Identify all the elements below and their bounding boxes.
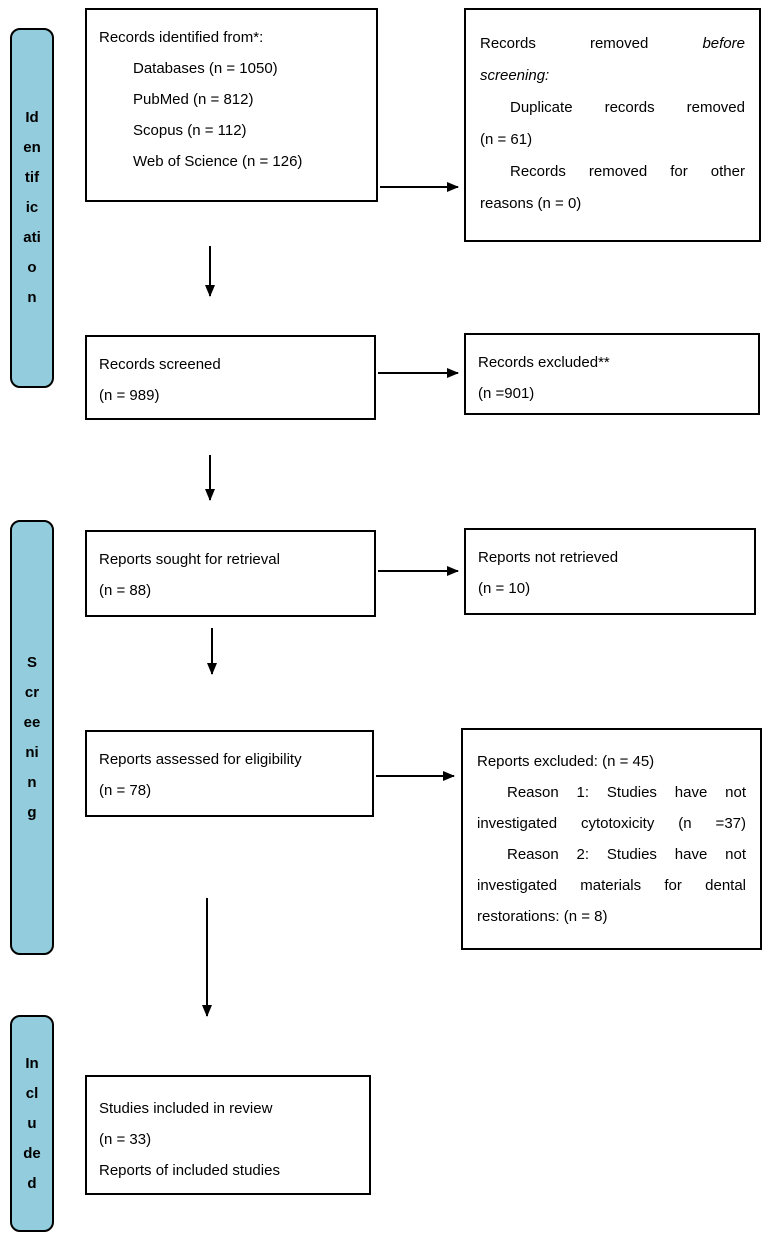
studies-included-line: Reports of included studies: [99, 1162, 280, 1179]
stage-identification-line: ati: [23, 229, 41, 246]
stage-screening-line: ni: [25, 743, 39, 761]
records-identified-title: Records identified from*:: [99, 29, 264, 46]
reports-sought-line: Reports sought for retrieval: [99, 551, 280, 568]
stage-identification-line: tif: [24, 169, 40, 186]
records-screened-box: [85, 335, 376, 420]
records-removed-line: Duplicate records removed: [510, 99, 745, 116]
records-excluded-box: [464, 333, 760, 415]
stage-included-line: In: [25, 1054, 39, 1072]
reports-excluded-line: Reason 1: Studies have not: [507, 784, 746, 801]
reports-excluded-line: Reason 2: Studies have not: [507, 846, 746, 863]
records-removed-title-line: [480, 60, 745, 92]
reports-excluded-line: investigated materials for dental: [477, 877, 746, 894]
stage-included-line: de: [23, 1144, 41, 1162]
reports-excluded-box: [461, 728, 762, 950]
stage-identification-line: en: [23, 139, 41, 156]
records-identified-source: Databases (n = 1050): [133, 60, 278, 77]
records-removed-title-italic: screening:: [480, 67, 550, 84]
reports-assessed-line: (n = 78): [99, 782, 152, 799]
stage-screening-line: g: [27, 803, 37, 821]
records-identified-source: PubMed (n = 812): [133, 91, 254, 108]
records-screened-line: (n = 989): [99, 387, 160, 404]
reports-assessed-box: [85, 730, 374, 817]
studies-included-line: (n = 33): [99, 1131, 152, 1148]
stage-identification-line: Id: [25, 109, 39, 126]
records-removed-line: (n = 61): [480, 131, 533, 148]
reports-excluded-title: Reports excluded: (n = 45): [477, 753, 655, 770]
records-removed-line: reasons (n = 0): [480, 195, 582, 212]
stage-identification-line: o: [27, 259, 37, 276]
records-removed-title-line: [480, 28, 745, 60]
records-excluded-line: (n =901): [478, 385, 535, 402]
records-removed-line: Records removed for other: [510, 163, 745, 180]
records-removed-box: [464, 8, 761, 242]
records-identified-source: Web of Science (n = 126): [133, 153, 303, 170]
studies-included-line: Studies included in review: [99, 1100, 273, 1117]
records-excluded-line: Records excluded**: [478, 354, 610, 371]
reports-excluded-line: investigated cytotoxicity (n =37): [477, 815, 746, 832]
stage-identification-line: ic: [25, 199, 39, 216]
stage-identification-line: n: [27, 289, 37, 306]
records-removed-title-italic: before: [702, 35, 745, 52]
stage-screening-line: ee: [23, 713, 41, 731]
records-screened-line: Records screened: [99, 356, 221, 373]
stage-screening: [10, 520, 54, 955]
studies-included-box: [85, 1075, 371, 1195]
reports-sought-line: (n = 88): [99, 582, 152, 599]
records-removed-title-normal: Records removed: [480, 35, 649, 52]
stage-included-line: cl: [25, 1084, 39, 1102]
reports-excluded-line: restorations: (n = 8): [477, 908, 608, 925]
stage-included-line: d: [27, 1174, 37, 1192]
stage-included: [10, 1015, 54, 1232]
reports-sought-box: [85, 530, 376, 617]
reports-not-retrieved-box: [464, 528, 756, 615]
reports-not-retrieved-line: Reports not retrieved: [478, 549, 619, 566]
records-identified-source: Scopus (n = 112): [133, 122, 247, 139]
stage-identification: [10, 28, 54, 388]
stage-screening-line: cr: [24, 683, 40, 701]
reports-assessed-line: Reports assessed for eligibility: [99, 751, 302, 768]
stage-included-line: u: [27, 1114, 37, 1132]
records-identified-box: [85, 8, 378, 202]
reports-not-retrieved-line: (n = 10): [478, 580, 531, 597]
stage-screening-line: n: [27, 773, 37, 791]
stage-screening-line: S: [26, 653, 37, 671]
